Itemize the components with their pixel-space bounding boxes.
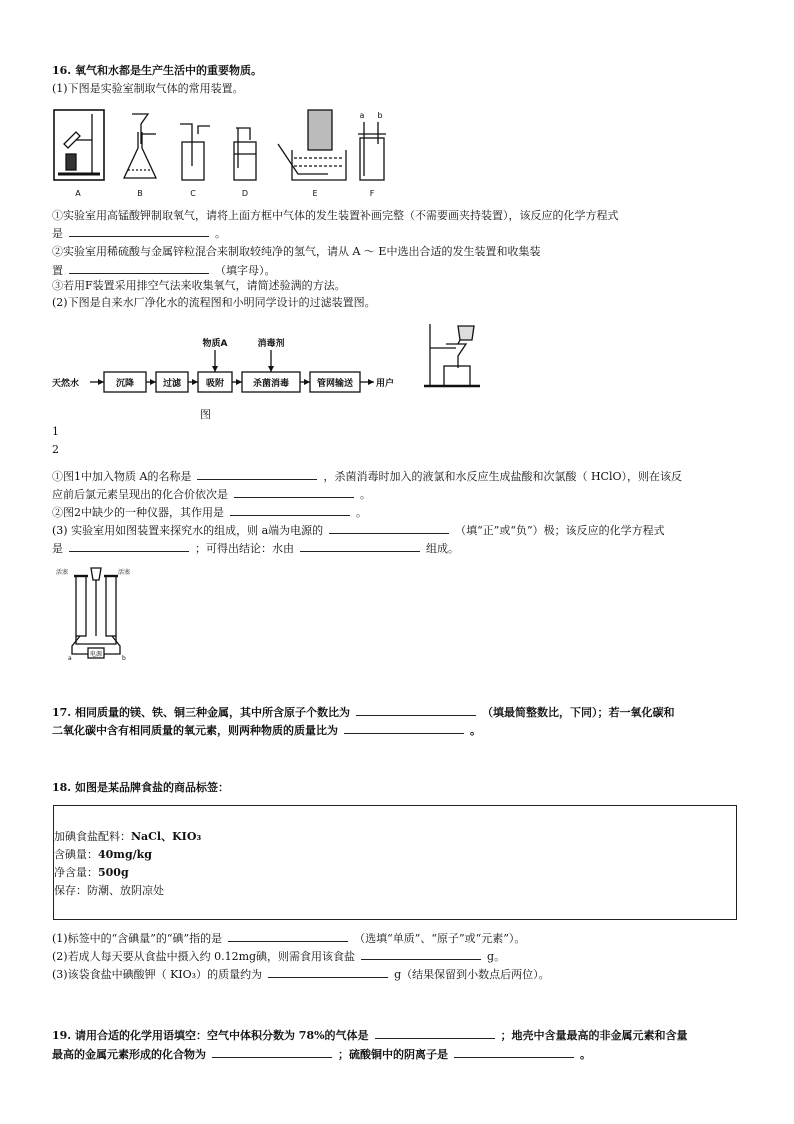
q17-line2 [52,722,481,738]
answer-blank[interactable] [300,540,420,552]
q16-title: 16. 氧气和水都是生产生活中的重要物质。 [52,64,262,77]
flow-input: 天然水 [52,379,80,389]
q16-part2-intro: (2)下图是自来水厂净化水的流程图和小明同学设计的过滤装置图。 [52,296,376,309]
text: (2)若成人每天要从食盐中摄入约 0.12mg碘，则需食用该食盐 [52,950,356,963]
text: （选填“单质”、“原子”或“元素”）。 [354,932,526,945]
salt-label-box [53,805,737,920]
water-flow-diagram [52,328,412,402]
apparatus-label: B [137,189,143,198]
answer-blank[interactable] [454,1046,574,1058]
salt-label-row [54,848,152,862]
text: 17. 相同质量的镁、铁、铜三种金属，其中所含原子个数比为 [52,706,350,719]
text: 二氧化碳中含有相同质量的氧元素，则两种物质的质量比为 [52,724,338,737]
answer-blank[interactable] [268,966,388,978]
q18-title: 18. 如图是某品牌食盐的商品标签： [52,781,229,794]
apparatus-label: D [241,189,249,198]
flow-top-label: 消毒剂 [257,339,285,349]
text: ；硫酸铜中的阴离子是 [338,1048,448,1061]
answer-blank[interactable] [234,486,354,498]
text: g（结果保留到小数点后两位）。 [394,968,550,981]
q18-line1 [52,930,525,946]
text: NaCl、KIO₃ [131,830,202,843]
apparatus-e [278,110,346,180]
q16-line1a: ①实验室用高锰酸钾制取氧气，请将上面方框中气体的发生装置补画完整（不需要画夹持装置），该反应的化学方程式 [52,209,619,222]
q19-line1 [52,1027,688,1043]
text: ；可得出结论：水由 [195,542,294,555]
text: （填“正”或“负”）极；该反应的化学方程式 [455,524,665,537]
electrolysis-label: 活塞 [56,569,69,576]
text: 。 [356,506,367,519]
text: 。 [580,1048,591,1061]
flow-svg [52,328,412,398]
answer-blank[interactable] [69,225,209,237]
q16-part1-intro: (1)下图是实验室制取气体的常用装置。 [52,82,244,95]
q16-line3: ③若用F装置采用排空气法来收集氧气，请简述验满的方法。 [52,279,346,292]
text: 最高的金属元素形成的化合物为 [52,1048,206,1061]
salt-label-row [54,866,129,880]
q16-line6b [52,540,459,556]
q16-line2b [52,262,276,278]
q16-line2a: ②实验室用稀硫酸与金属锌粒混合来制取较纯净的氢气，请从 A ～ E中选出合适的发生装置和收集装 [52,245,541,258]
flow-top-label: 物质A [202,339,228,349]
figure-number: 2 [52,443,59,456]
text: (3) 实验室用如图装置来探究水的组成，则 a端为电源的 [52,524,324,537]
apparatus-b [124,114,156,178]
text: 。 [215,227,226,240]
flow-step: 过滤 [162,379,182,389]
text: 含碘量： [54,848,98,861]
answer-blank[interactable] [361,948,481,960]
q19-line2 [52,1046,591,1062]
apparatus-f-tube-label: a [359,111,365,120]
text: 19. 请用合适的化学用语填空：空气中体积分数为 78%的气体是 [52,1029,369,1042]
answer-blank[interactable] [230,504,350,516]
electrolysis-svg [56,566,142,662]
salt-label-row [54,830,201,844]
apparatus-label: F [369,189,375,198]
electrolysis-label: 活塞 [118,569,131,576]
apparatus-figure [52,104,392,204]
flow-step: 沉降 [115,379,135,389]
apparatus-f-tube-label: b [377,111,383,120]
flow-output: 用户 [376,379,395,389]
text: 40mg/kg [98,848,152,861]
text: (1)标签中的“含碘量”的“碘”指的是 [52,932,223,945]
q18-line3 [52,966,550,982]
apparatus-f [358,122,386,180]
answer-blank[interactable] [212,1046,332,1058]
salt-label-row [54,884,164,898]
text: 净含量： [54,866,98,879]
q18-line2 [52,948,505,964]
answer-blank[interactable] [69,262,209,274]
q16-line4a [52,468,682,484]
electrolysis-label: 电源 [90,651,103,658]
text: ②图2中缺少的一种仪器，其作用是 [52,506,224,519]
text: 是 [52,227,63,240]
text: 保存：防潮、放阴凉处 [54,884,164,897]
text: （填最简整数比，下同）；若一氧化碳和 [481,706,675,719]
text: 组成。 [426,542,459,555]
apparatus-label: E [312,189,318,198]
electrolysis-label: a [68,655,72,662]
answer-blank[interactable] [69,540,189,552]
filtration-figure [422,320,482,396]
apparatus-d [234,128,256,180]
apparatus-svg [52,104,392,200]
flow-step: 杀菌消毒 [252,379,290,389]
text: ①图1中加入物质 A的名称是 [52,470,192,483]
apparatus-a [54,110,104,180]
answer-blank[interactable] [344,722,464,734]
answer-blank[interactable] [197,468,317,480]
text: 是 [52,542,63,555]
text: 应前后氯元素呈现出的化合价依次是 [52,488,228,501]
answer-blank[interactable] [329,522,449,534]
text: (3)该袋食盐中碘酸钾（ KIO₃）的质量约为 [52,968,263,981]
q16-line4b [52,486,371,502]
apparatus-c [180,124,210,180]
answer-blank[interactable] [228,930,348,942]
text: 。 [360,488,371,501]
text: （填字母）。 [215,264,276,277]
q17-line1 [52,704,674,720]
flow-step: 管网输送 [316,379,354,389]
text: g。 [487,950,506,963]
electrolysis-label: b [122,655,126,662]
electrolysis-figure [56,566,142,666]
text: 。 [470,724,481,737]
filtration-svg [422,320,482,392]
text: ，杀菌消毒时加入的液氯和水反应生成盐酸和次氯酸（ HClO），则在该反 [323,470,682,483]
answer-blank[interactable] [356,704,476,716]
text: 置 [52,264,63,277]
apparatus-label: A [75,189,81,198]
text: 500g [98,866,129,879]
figure-number: 1 [52,425,59,438]
q16-line1b [52,225,226,241]
q16-line6a [52,522,665,538]
answer-blank[interactable] [375,1027,495,1039]
apparatus-label: C [190,189,196,198]
q16-line5 [52,504,367,520]
flow-step: 吸附 [205,379,225,389]
figure-label: 图 [200,408,211,421]
text: ；地壳中含量最高的非金属元素和含量 [500,1029,688,1042]
text: 加碘食盐配料： [54,830,131,843]
